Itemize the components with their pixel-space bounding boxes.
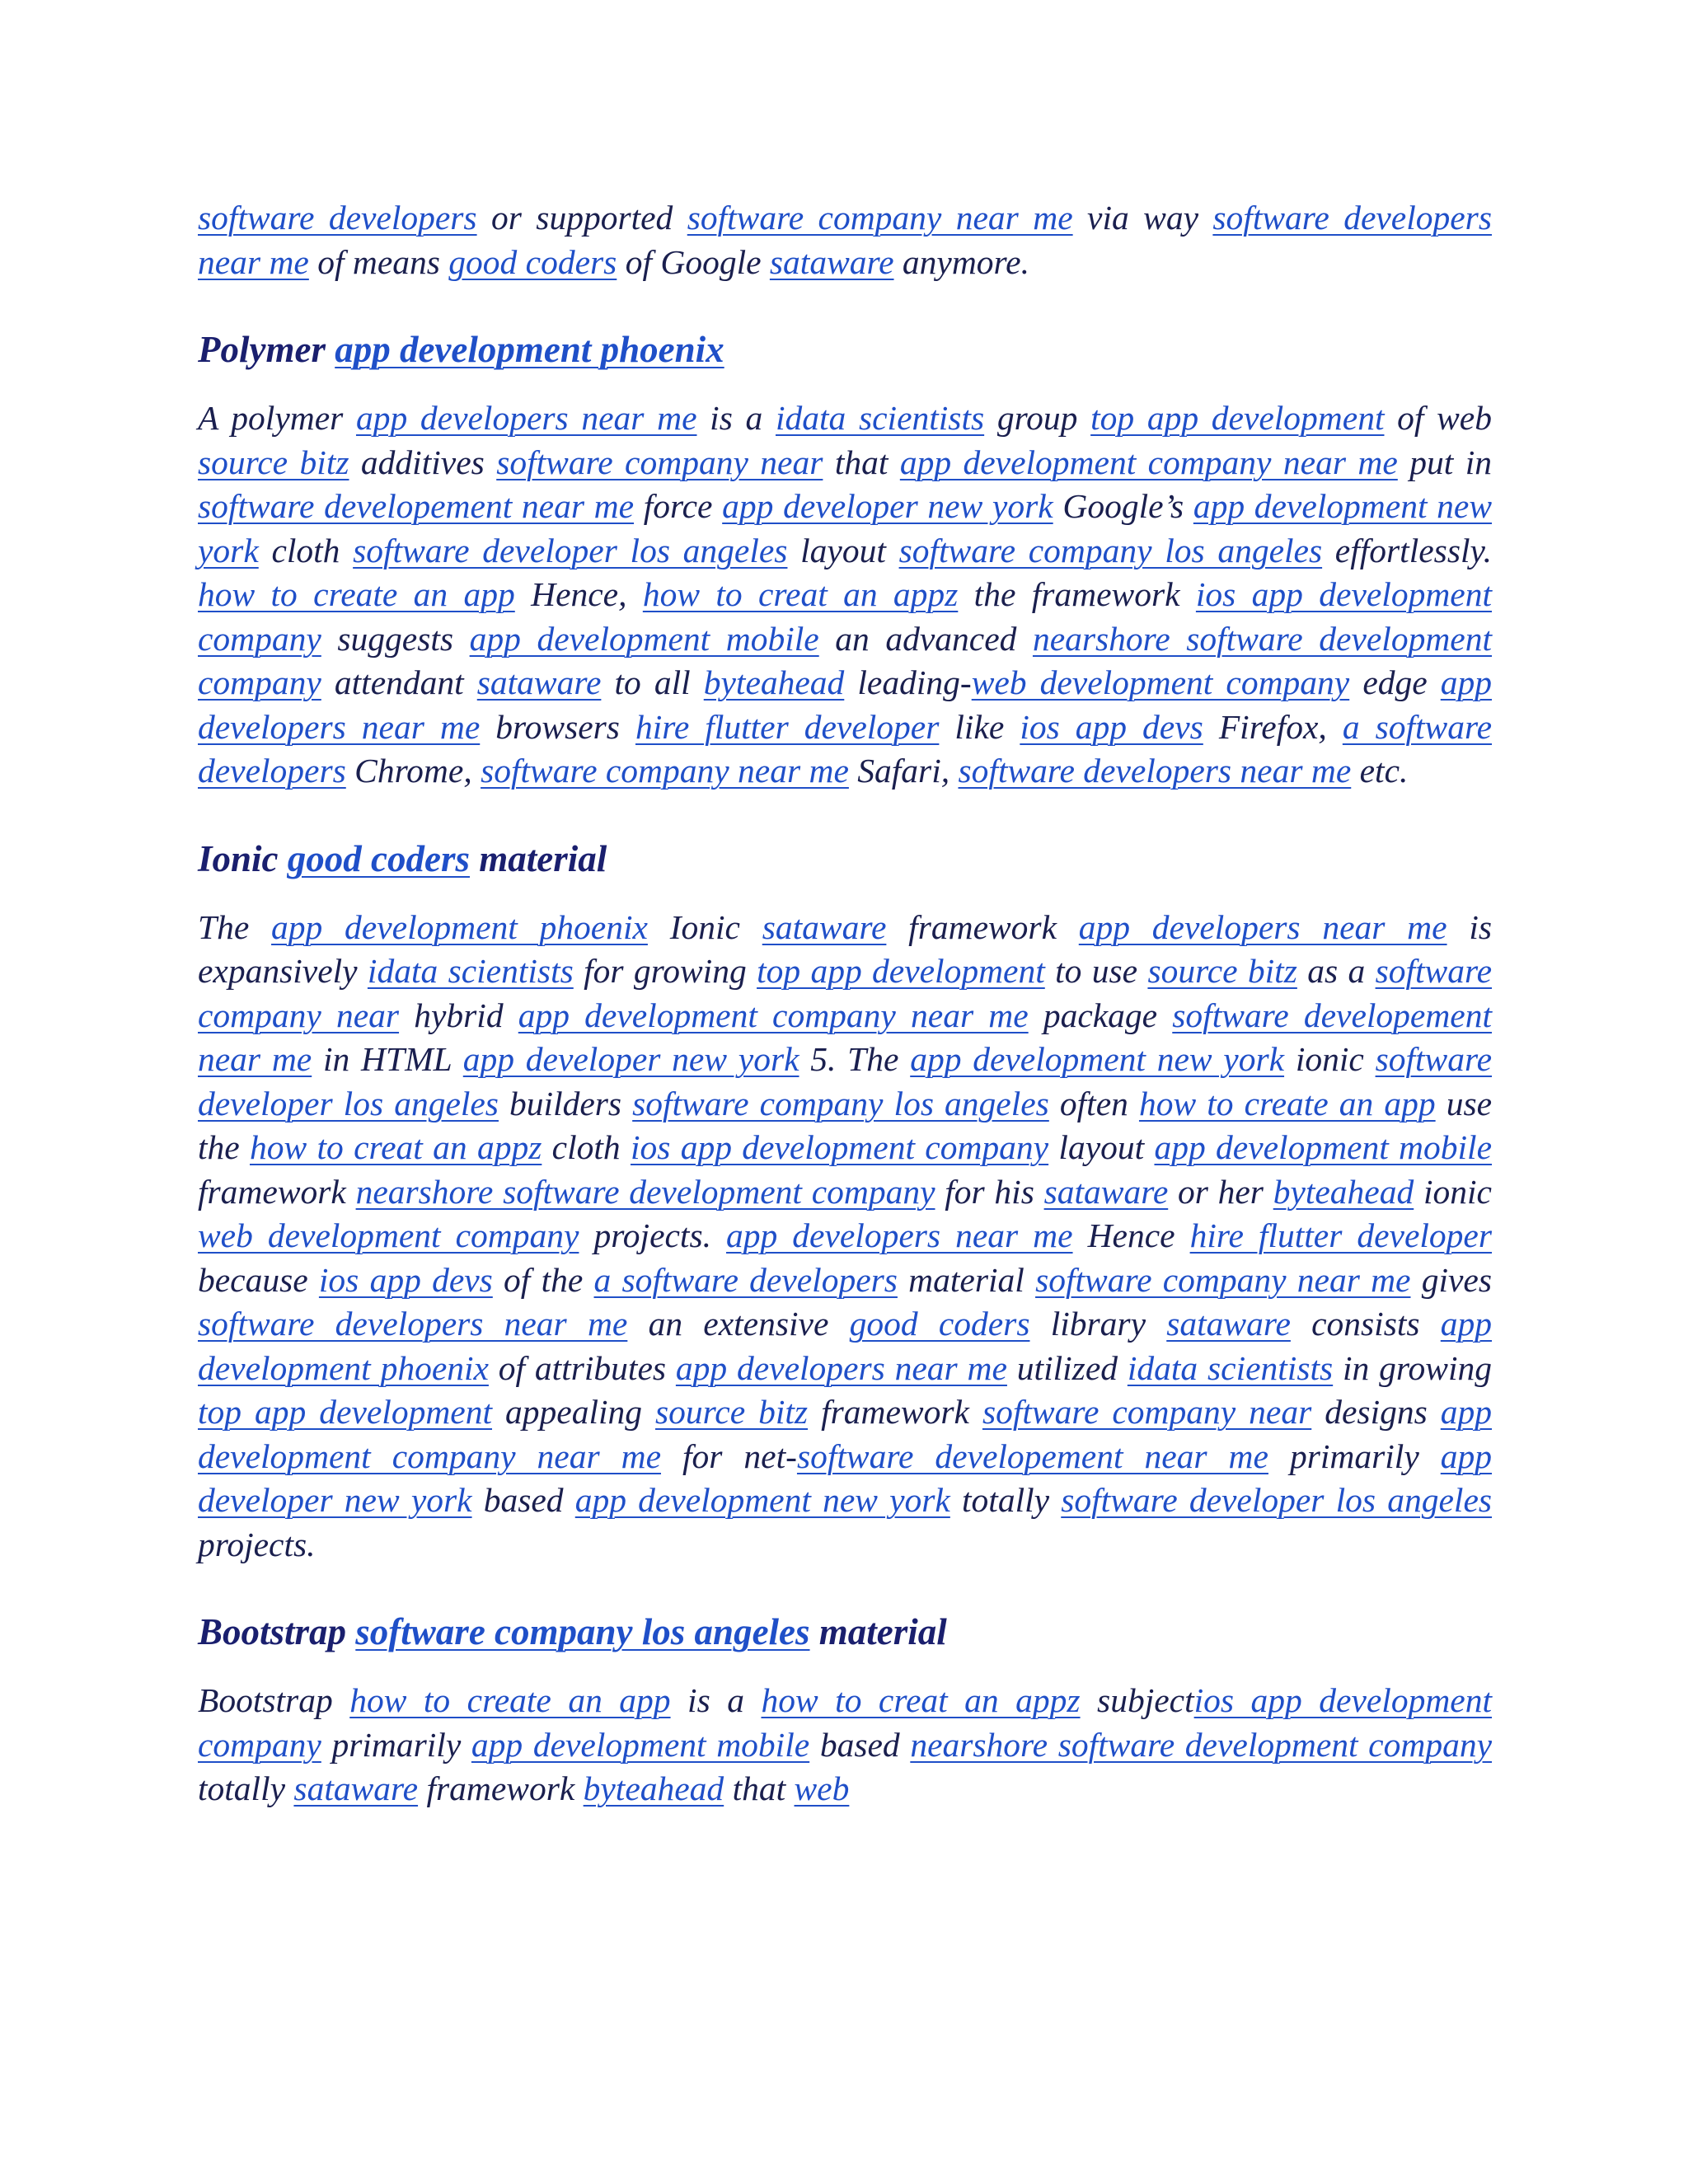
text-run: Polymer — [198, 329, 335, 370]
link-app-developers-near-me[interactable]: app developers near me — [355, 399, 697, 437]
text-run: Bootstrap — [198, 1681, 350, 1719]
text-run: appealing — [492, 1393, 656, 1431]
link-software-developement-near-me[interactable]: software developement near me — [796, 1436, 1268, 1475]
link-app-development-mobile[interactable]: app development mobile — [469, 619, 819, 658]
text-run: hybrid — [399, 996, 518, 1034]
text-run: subject — [1080, 1681, 1194, 1719]
link-app-development-mobile[interactable]: app development mobile — [471, 1725, 810, 1764]
link-software-company-near[interactable]: software company near — [496, 443, 823, 481]
text-run: as a — [1296, 952, 1376, 990]
link-how-to-creat-an-appz[interactable]: how to creat an appz — [642, 575, 959, 613]
link-software-developers-near-me[interactable]: software developers near me — [198, 199, 1492, 281]
link-app-development-new-york[interactable]: app development new york — [910, 1040, 1285, 1078]
link-sataware[interactable]: sataware — [769, 242, 894, 281]
link-app-development-phoenix[interactable]: app development phoenix — [335, 329, 724, 370]
text-run: edge — [1349, 663, 1441, 701]
link-idata-scientists[interactable]: idata scientists — [1127, 1348, 1334, 1387]
text-run: 5. The — [799, 1040, 911, 1078]
text-run: based — [471, 1481, 575, 1519]
bootstrap-paragraph — [198, 1679, 1492, 1811]
link-top-app-development[interactable]: top app development — [1090, 399, 1385, 437]
link-source-bitz[interactable]: source bitz — [198, 443, 349, 481]
text-run: in growing — [1333, 1348, 1492, 1387]
link-ios-app-devs[interactable]: ios app devs — [1020, 707, 1203, 746]
link-ios-app-development-company[interactable]: ios app development company — [198, 575, 1492, 658]
text-run: etc. — [1351, 752, 1409, 790]
link-app-development-company-near-me[interactable]: app development company near me — [518, 996, 1029, 1034]
text-run: Ionic — [198, 837, 288, 879]
link-nearshore-software-development-company[interactable]: nearshore software development company — [198, 619, 1492, 701]
link-app-developer-new-york[interactable]: app developer new york — [722, 487, 1053, 525]
text-run: Firefox, — [1203, 707, 1343, 746]
text-run: of web — [1384, 399, 1492, 437]
text-run: framework — [886, 907, 1079, 946]
link-good-coders[interactable]: good coders — [448, 242, 617, 281]
text-run: totally — [950, 1481, 1062, 1519]
link-a-software-developers[interactable]: a software developers — [198, 707, 1493, 790]
link-byteahead[interactable]: byteahead — [703, 663, 845, 701]
text-run: of the — [492, 1260, 594, 1299]
heading-bootstrap — [198, 1608, 1492, 1656]
link-software-developers[interactable]: software developers — [198, 199, 477, 237]
link-idata-scientists[interactable]: idata scientists — [367, 952, 574, 990]
link-app-developer-new-york[interactable]: app developer new york — [198, 1436, 1492, 1519]
text-run: to use — [1044, 952, 1148, 990]
link-software-company-near-me[interactable]: software company near me — [481, 752, 849, 790]
text-run: of means — [308, 242, 449, 281]
text-run: of attributes — [488, 1348, 676, 1387]
link-top-app-development[interactable]: top app development — [198, 1393, 493, 1431]
text-run: The — [198, 907, 272, 946]
text-run: for net- — [660, 1436, 797, 1475]
text-run: is a — [696, 399, 776, 437]
link-app-development-new-york[interactable]: app development new york — [574, 1481, 950, 1519]
document-page — [198, 196, 1492, 1811]
text-run: Hence — [1072, 1216, 1190, 1254]
link-how-to-create-an-app[interactable]: how to create an app — [1138, 1084, 1436, 1122]
spacer — [198, 883, 1492, 906]
text-run: that — [724, 1769, 795, 1807]
link-app-development-phoenix[interactable]: app development phoenix — [198, 1305, 1493, 1387]
text-run: framework — [418, 1769, 584, 1807]
link-software-developer-los-angeles[interactable]: software developer los angeles — [353, 531, 788, 569]
text-run: projects. — [198, 1525, 316, 1563]
intro-paragraph — [198, 196, 1492, 284]
text-run: library — [1029, 1305, 1167, 1343]
link-app-development-company-near-me[interactable]: app development company near me — [198, 1393, 1493, 1475]
spacer — [198, 1656, 1492, 1679]
link-source-bitz[interactable]: source bitz — [1147, 952, 1297, 990]
link-app-development-company-near-me[interactable]: app development company near me — [899, 443, 1398, 481]
text-run: an advanced — [818, 619, 1033, 658]
link-sataware[interactable]: sataware — [1166, 1305, 1291, 1343]
link-sataware[interactable]: sataware — [1043, 1172, 1169, 1211]
text-run: designs — [1311, 1393, 1441, 1431]
link-nearshore-software-development-company[interactable]: nearshore software development company — [910, 1725, 1492, 1764]
link-sataware[interactable]: sataware — [762, 907, 887, 946]
link-hire-flutter-developer[interactable]: hire flutter developer — [635, 707, 940, 746]
text-run: cloth — [542, 1128, 631, 1166]
text-run: attendant — [321, 663, 477, 701]
text-run: anymore. — [893, 242, 1029, 281]
text-run: leading- — [844, 663, 972, 701]
link-app-development-new-york[interactable]: app development new york — [198, 487, 1493, 569]
text-run: projects. — [579, 1216, 727, 1254]
text-run: like — [939, 707, 1020, 746]
spacer — [198, 1567, 1492, 1608]
spacer — [198, 794, 1492, 835]
text-run: of Google — [617, 242, 770, 281]
text-run: layout — [787, 531, 899, 569]
link-ios-app-development-company[interactable]: ios app development company — [198, 1681, 1492, 1764]
link-top-app-development[interactable]: top app development — [757, 952, 1045, 990]
text-run: material — [809, 1611, 947, 1652]
text-run: effortlessly. — [1322, 531, 1493, 569]
text-run: Bootstrap — [198, 1611, 356, 1652]
text-run: material — [897, 1260, 1036, 1299]
text-run: to all — [601, 663, 704, 701]
polymer-paragraph — [198, 396, 1492, 794]
link-software-developement-near-me[interactable]: software developement near me — [198, 487, 635, 525]
link-ios-app-development-company[interactable]: ios app development company — [630, 1128, 1049, 1166]
text-run: Chrome, — [345, 752, 481, 790]
text-run: totally — [198, 1769, 294, 1807]
text-run: because — [198, 1260, 319, 1299]
text-run: put in — [1397, 443, 1492, 481]
text-run: browsers — [480, 707, 635, 746]
text-run: ionic — [1284, 1040, 1376, 1078]
text-run: often — [1048, 1084, 1139, 1122]
heading-ionic — [198, 835, 1492, 883]
text-run: in HTML — [312, 1040, 463, 1078]
text-run: package — [1028, 996, 1173, 1034]
text-run: layout — [1048, 1128, 1155, 1166]
link-a-software-developers[interactable]: a software developers — [593, 1260, 898, 1299]
link-app-developers-near-me[interactable]: app developers near me — [726, 1216, 1073, 1254]
link-good-coders[interactable]: good coders — [849, 1305, 1030, 1343]
link-how-to-creat-an-appz[interactable]: how to creat an appz — [761, 1681, 1081, 1719]
text-run: Safari, — [848, 752, 959, 790]
text-run: for his — [935, 1172, 1044, 1211]
link-web-development-company[interactable]: web development company — [971, 663, 1350, 701]
text-run: utilized — [1006, 1348, 1128, 1387]
text-run: framework — [198, 1172, 356, 1211]
link-software-developers-near-me[interactable]: software developers near me — [198, 1305, 628, 1343]
link-software-company-near-me[interactable]: software company near me — [687, 199, 1073, 237]
text-run: an extensive — [627, 1305, 850, 1343]
link-web-development-company[interactable]: web development company — [198, 1216, 579, 1254]
text-run: builders — [498, 1084, 633, 1122]
text-run: suggests — [321, 619, 470, 658]
link-sataware[interactable]: sataware — [476, 663, 602, 701]
link-software-company-near-me[interactable]: software company near me — [1035, 1260, 1411, 1299]
link-app-developers-near-me[interactable]: app developers near me — [1078, 907, 1447, 946]
link-how-to-creat-an-appz[interactable]: how to creat an appz — [250, 1128, 542, 1166]
link-software-company-near[interactable]: software company near — [982, 1393, 1312, 1431]
link-web[interactable]: web — [794, 1769, 850, 1807]
link-app-developer-new-york[interactable]: app developer new york — [462, 1040, 799, 1078]
text-run: Google’s — [1053, 487, 1193, 525]
link-software-developers-near-me[interactable]: software developers near me — [958, 752, 1352, 790]
link-how-to-create-an-app[interactable]: how to create an app — [349, 1681, 671, 1719]
text-run: additives — [349, 443, 497, 481]
text-run: the framework — [958, 575, 1196, 613]
text-run: framework — [808, 1393, 982, 1431]
text-run: based — [809, 1725, 911, 1764]
link-byteahead[interactable]: byteahead — [583, 1769, 724, 1807]
text-run: primarily — [1268, 1436, 1441, 1475]
text-run: for growing — [573, 952, 757, 990]
text-run: is expansively — [198, 907, 1493, 990]
text-run: or supported — [476, 199, 687, 237]
link-software-developer-los-angeles[interactable]: software developer los angeles — [198, 1040, 1492, 1122]
link-app-developers-near-me[interactable]: app developers near me — [198, 663, 1492, 746]
text-run: that — [823, 443, 900, 481]
link-software-company-los-angeles[interactable]: software company los angeles — [355, 1611, 810, 1652]
link-ios-app-devs[interactable]: ios app devs — [318, 1260, 493, 1299]
text-run: Hence, — [514, 575, 643, 613]
link-software-developer-los-angeles[interactable]: software developer los angeles — [1061, 1481, 1493, 1519]
link-byteahead[interactable]: byteahead — [1273, 1172, 1414, 1211]
link-software-company-los-angeles[interactable]: software company los angeles — [632, 1084, 1049, 1122]
text-run: Ionic — [647, 907, 762, 946]
link-sataware[interactable]: sataware — [293, 1769, 419, 1807]
text-run: material — [470, 837, 607, 879]
link-how-to-create-an-app[interactable]: how to create an app — [198, 575, 515, 613]
text-run: group — [984, 399, 1091, 437]
text-run: or her — [1168, 1172, 1273, 1211]
link-hire-flutter-developer[interactable]: hire flutter developer — [1189, 1216, 1493, 1254]
text-run: consists — [1290, 1305, 1441, 1343]
link-app-development-phoenix[interactable]: app development phoenix — [271, 907, 648, 946]
text-run: cloth — [258, 531, 354, 569]
text-run: via way — [1072, 199, 1213, 237]
link-app-development-mobile[interactable]: app development mobile — [1154, 1128, 1493, 1166]
text-run: is a — [670, 1681, 762, 1719]
link-software-company-near[interactable]: software company near — [198, 952, 1492, 1034]
text-run: use the — [198, 1084, 1493, 1166]
link-app-developers-near-me[interactable]: app developers near me — [675, 1348, 1007, 1387]
text-run: A polymer — [198, 399, 356, 437]
link-idata-scientists[interactable]: idata scientists — [775, 399, 985, 437]
heading-polymer — [198, 326, 1492, 373]
spacer — [198, 284, 1492, 326]
link-nearshore-software-development-company[interactable]: nearshore software development company — [355, 1172, 935, 1211]
text-run: primarily — [321, 1725, 471, 1764]
link-software-company-los-angeles[interactable]: software company los angeles — [898, 531, 1323, 569]
ionic-paragraph — [198, 906, 1492, 1568]
link-software-developement-near-me[interactable]: software developement near me — [198, 996, 1492, 1078]
text-run: ionic — [1414, 1172, 1492, 1211]
text-run: force — [634, 487, 723, 525]
link-good-coders[interactable]: good coders — [287, 837, 470, 879]
link-source-bitz[interactable]: source bitz — [655, 1393, 809, 1431]
text-run: gives — [1410, 1260, 1492, 1299]
spacer — [198, 373, 1492, 396]
